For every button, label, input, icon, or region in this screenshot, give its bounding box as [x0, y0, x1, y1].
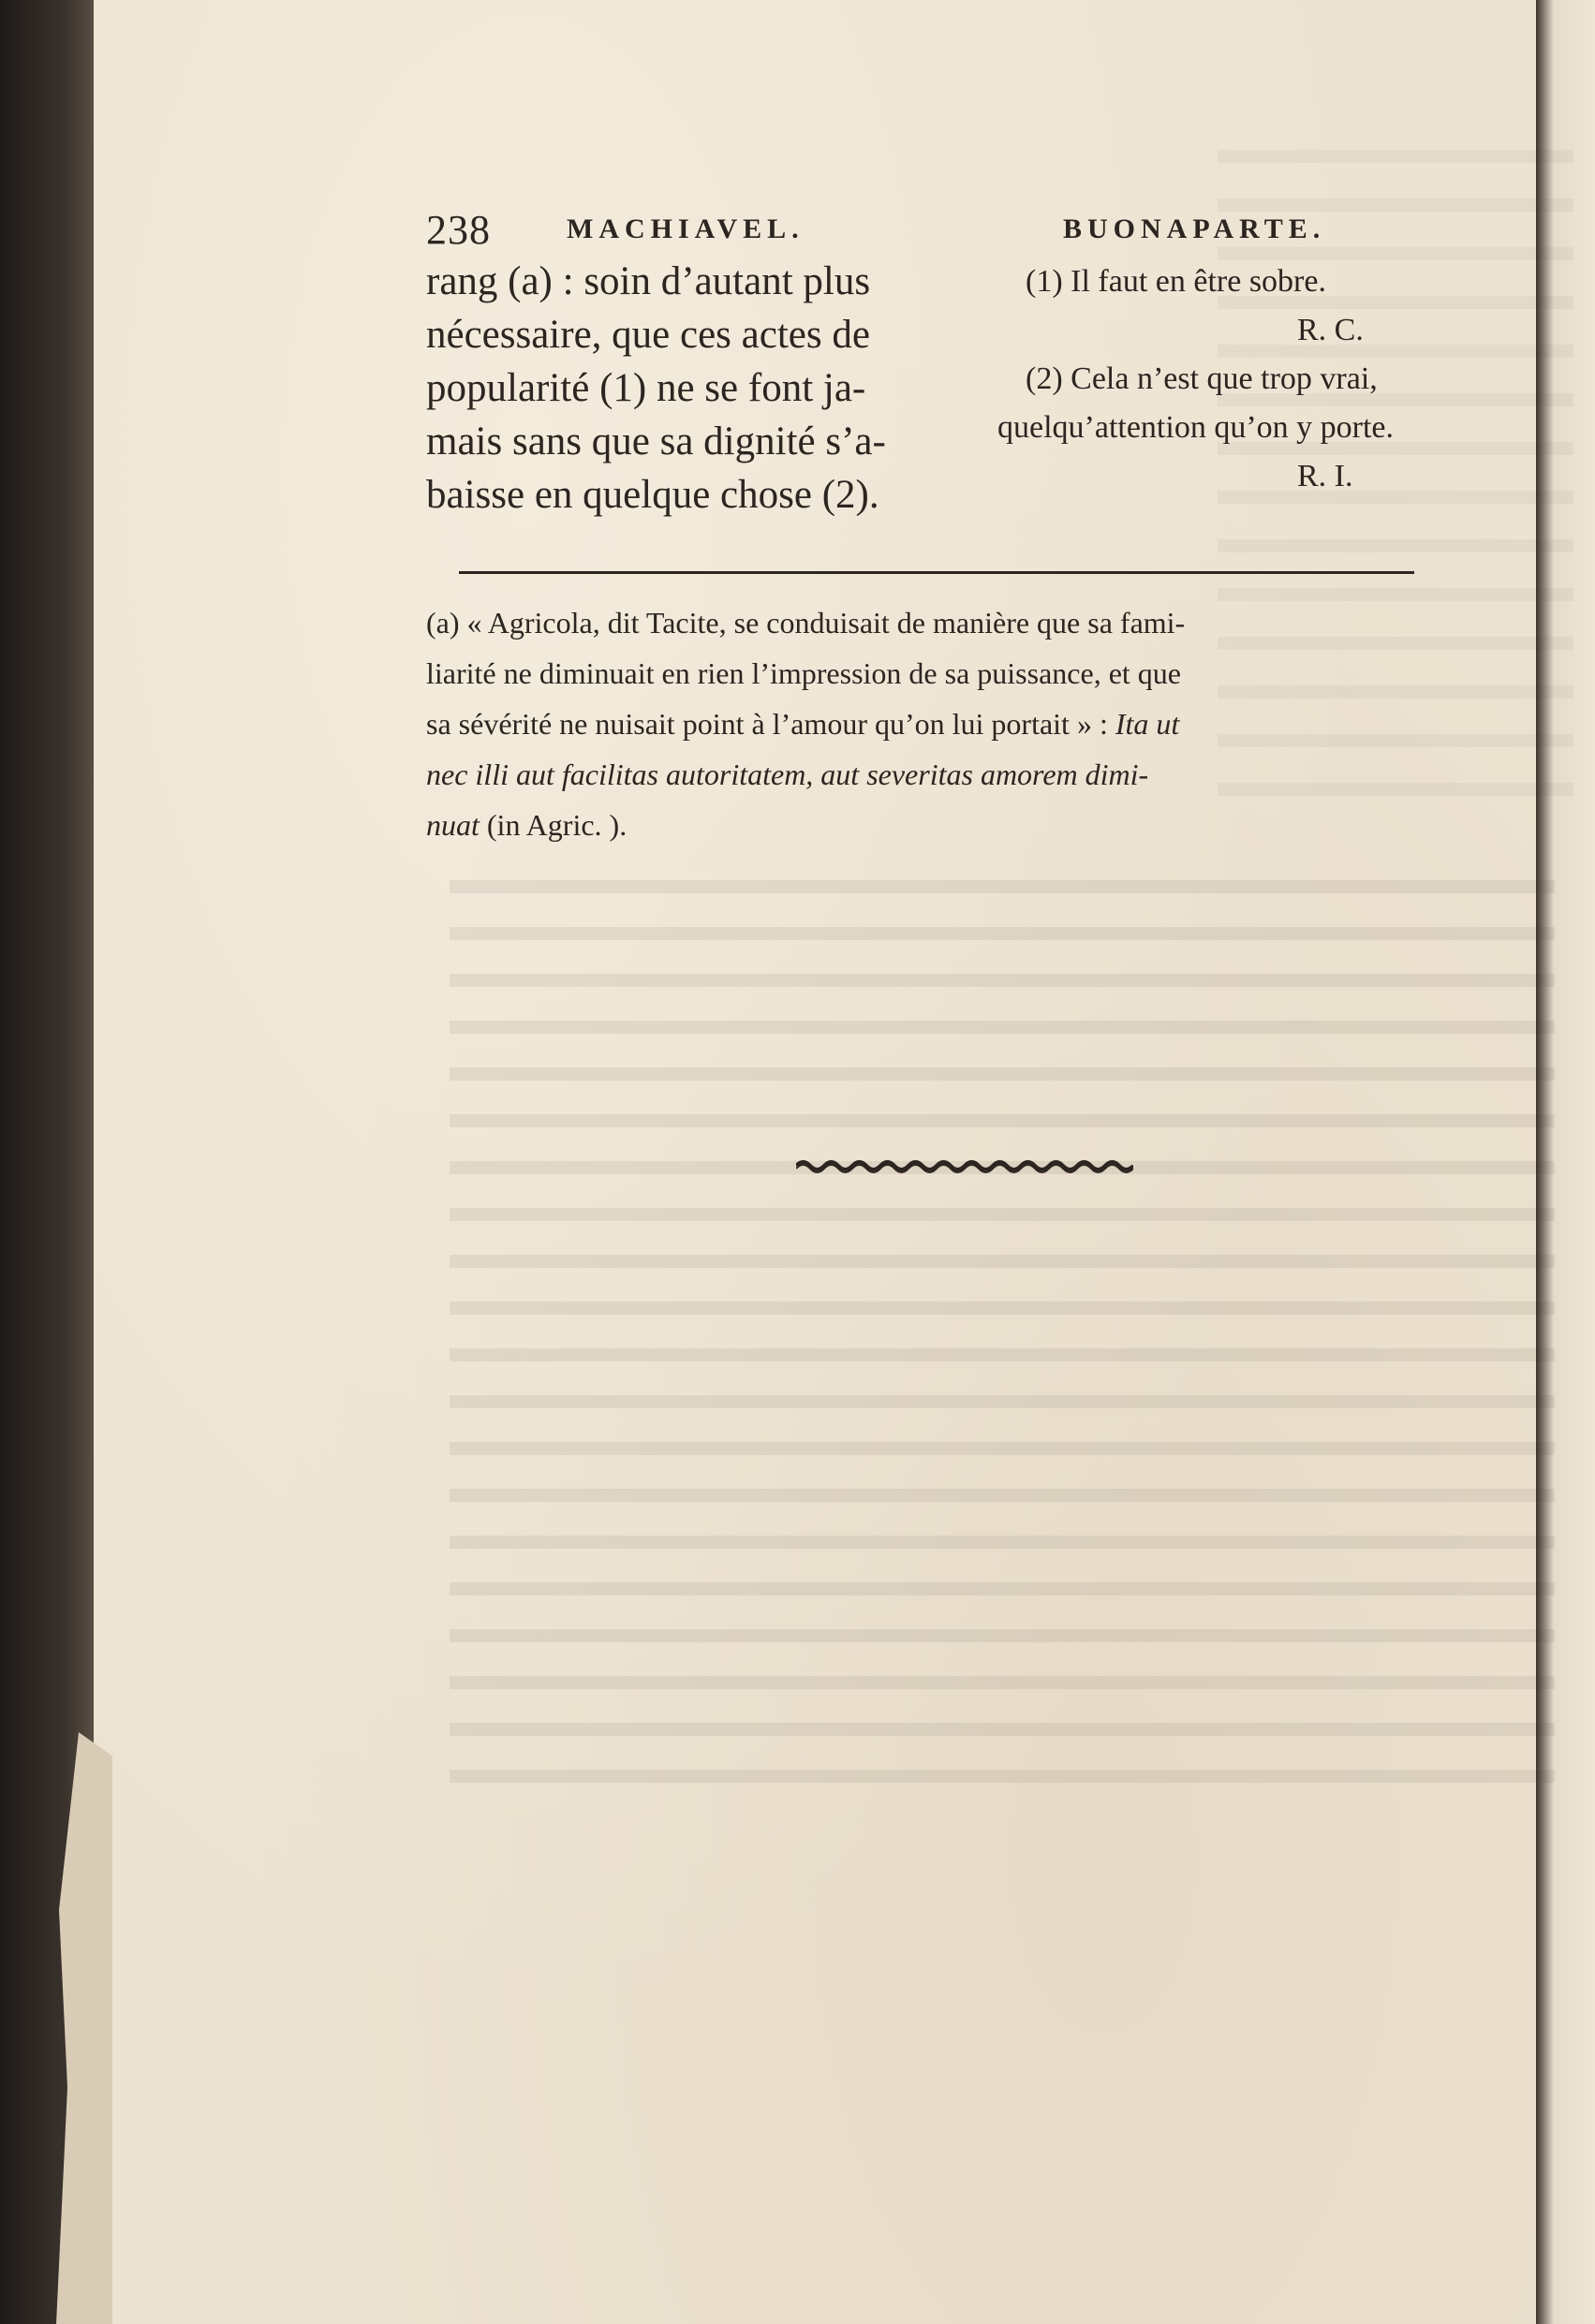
page-number: 238	[426, 207, 491, 253]
main-text-line: baisse en quelque chose (2).	[426, 473, 879, 517]
main-text-line: rang (a) : soin d’autant plus	[426, 259, 871, 303]
running-head-right: BUONAPARTE.	[1063, 213, 1326, 244]
show-through-text	[450, 880, 1555, 1798]
footnote-divider	[459, 571, 1414, 574]
side-note-2-line-2: quelqu’attention qu’on y porte.	[997, 410, 1395, 445]
ornamental-rule-icon	[796, 1156, 1133, 1175]
latin-quote: nec illi aut facilitas autoritatem, aut severitas amorem dimi-	[426, 758, 1149, 791]
footnote-line	[426, 749, 1470, 800]
side-note-2-signature: R. I.	[1297, 459, 1353, 493]
footnote-line	[426, 800, 1470, 850]
footnote-line: (a) « Agricola, dit Tacite, se conduisait de manière que sa fami-	[426, 606, 1186, 640]
side-notes-column	[997, 257, 1475, 501]
footnote-text: sa sévérité ne nuisait point à l’amour qu’on lui portait » :	[426, 707, 1115, 741]
main-text-line: nécessaire, que ces actes de	[426, 313, 870, 357]
footnote-block	[426, 597, 1470, 850]
side-note-1: (1) Il faut en être sobre.	[1026, 264, 1326, 299]
latin-quote: Ita ut	[1115, 707, 1180, 741]
footnote-line	[426, 699, 1470, 749]
footnote-citation: (in Agric. ).	[479, 808, 628, 842]
side-note-2-line-1: (2) Cela n’est que trop vrai,	[1026, 361, 1378, 396]
main-text-line: popularité (1) ne se font ja-	[426, 366, 866, 410]
book-page	[94, 0, 1536, 2324]
main-text-line: mais sans que sa dignité s’a-	[426, 419, 886, 463]
latin-quote: nuat	[426, 808, 480, 842]
side-note-1-signature: R. C.	[1297, 313, 1364, 347]
running-head-left: MACHIAVEL.	[567, 213, 805, 244]
main-text-column	[426, 255, 979, 522]
footnote-line: liarité ne diminuait en rien l’impression de sa puissance, et que	[426, 656, 1181, 690]
